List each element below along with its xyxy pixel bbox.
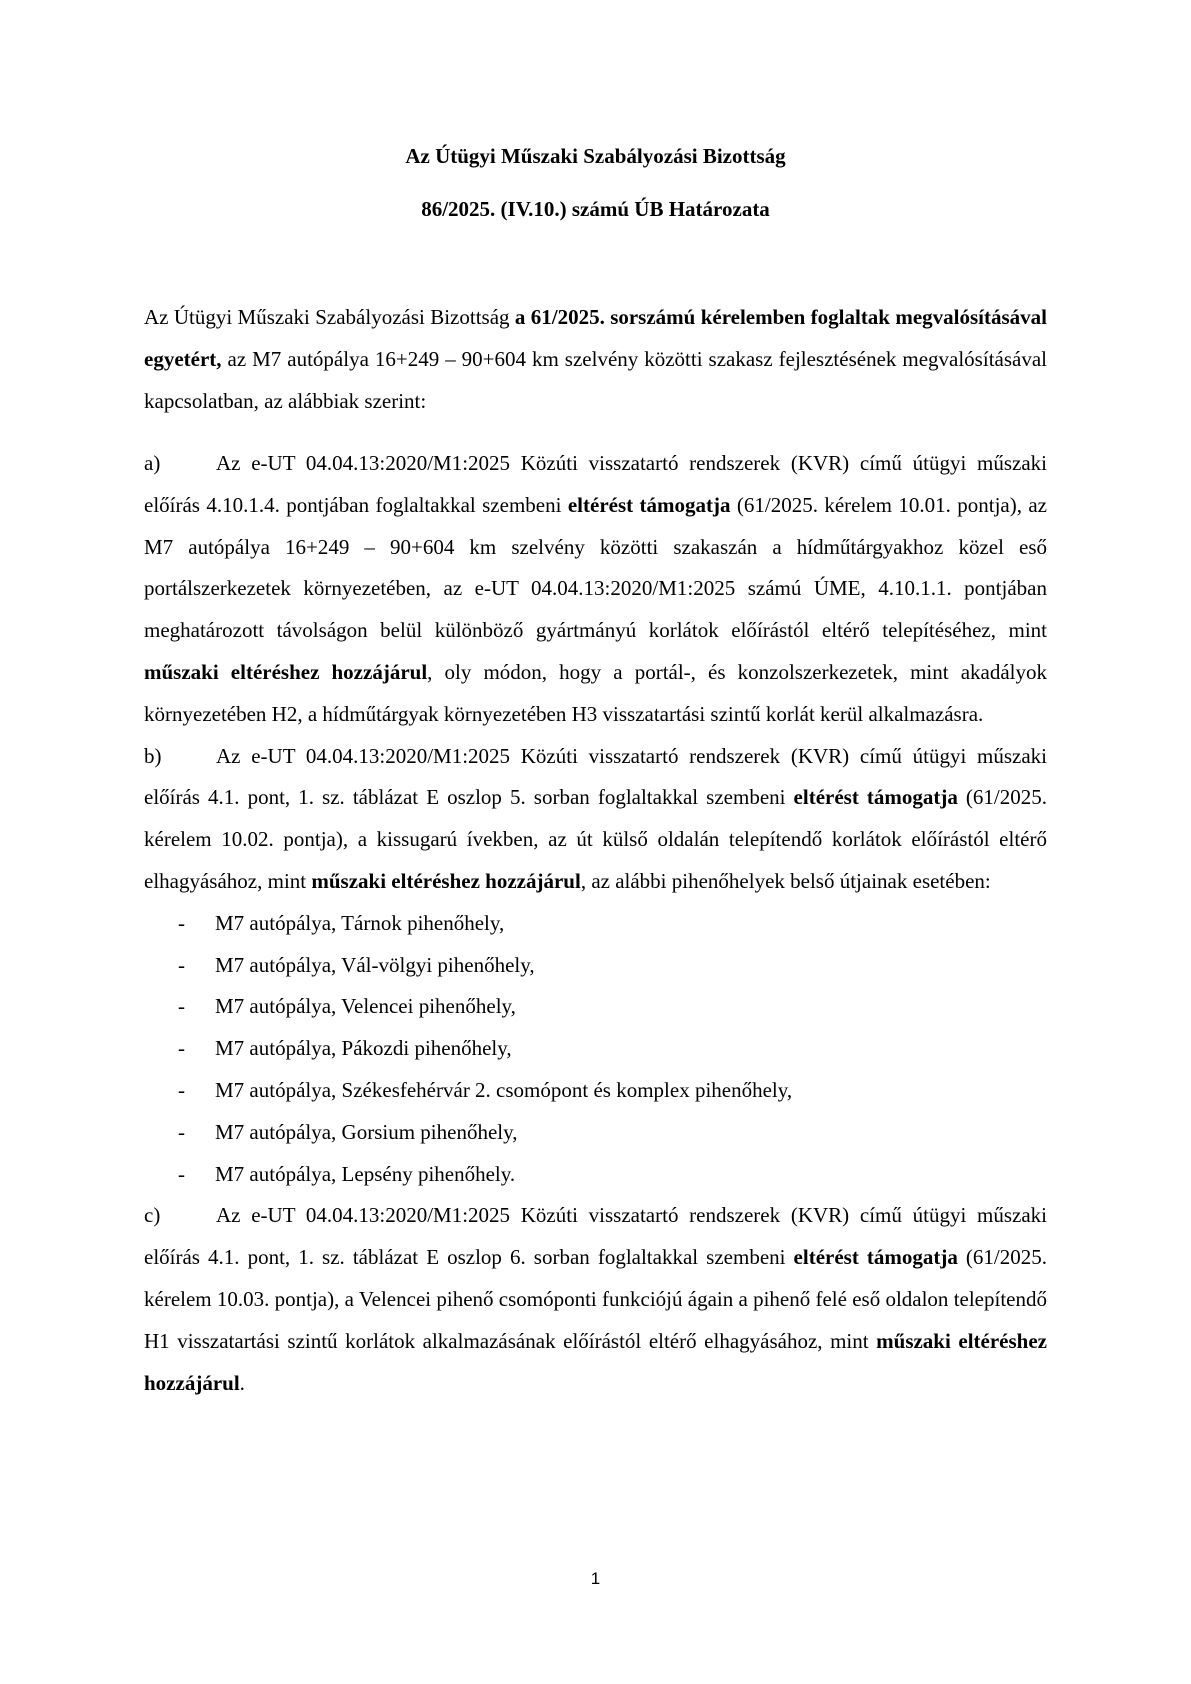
document-title-line-1: Az Útügyi Műszaki Szabályozási Bizottság — [405, 144, 786, 168]
list-item-text: M7 autópálya, Lepsény pihenőhely. — [215, 1161, 516, 1186]
item-b-text-1: Az e-UT 04.04.13:2020/M1:2025 Közúti visszatartó rendszerek (KVR) című útügyi műszaki előírás 4.1. pont, 1. sz. táblázat E oszlop 5. sorban foglaltakkal szembeni — [144, 743, 1047, 810]
list-item-text: M7 autópálya, Székesfehérvár 2. csomópont és komplex pihenőhely, — [215, 1077, 793, 1102]
item-b-label: b) — [144, 743, 162, 768]
document-title-line-2: 86/2025. (IV.10.) számú ÚB Határozata — [421, 197, 770, 221]
list-item — [144, 903, 1047, 945]
list-item — [144, 1070, 1047, 1112]
list-dash: - — [178, 1161, 185, 1186]
item-a-text-3: , oly módon, hogy a portál-, és konzolszerkezetek, mint akadályok környezetében H2, a hídműtárgyak környezetében H3 visszatartási szintű korlát kerül alkalmazásra. — [144, 659, 1047, 726]
item-c-text-1: Az e-UT 04.04.13:2020/M1:2025 Közúti visszatartó rendszerek (KVR) című útügyi műszaki előírás 4.1. pont, 1. sz. táblázat E oszlop 6. sorban foglaltakkal szembeni — [144, 1203, 1047, 1270]
item-a-label: a) — [144, 451, 161, 475]
list-item-text: M7 autópálya, Pákozdi pihenőhely, — [215, 1036, 512, 1061]
intro-paragraph — [144, 297, 1047, 422]
item-c-bold-1: eltérést támogatja — [793, 1245, 958, 1270]
item-a-bold-1: eltérést támogatja — [567, 492, 731, 517]
list-item — [144, 945, 1047, 987]
item-c-label: c) — [144, 1203, 161, 1228]
list-dash: - — [178, 1077, 185, 1102]
item-b-text-3: , az alábbi pihenőhelyek belső útjainak esetében: — [580, 868, 991, 893]
decision-item-a — [144, 443, 1047, 736]
item-b-bold-2: műszaki eltéréshez hozzájárul — [311, 868, 581, 893]
item-c-text-2: (61/2025. kérelem 10.03. pontja), a Velencei pihenő csomóponti funkciójú ágain a pihenő felé eső oldalon telepítendő H1 visszatartási szintű korlátok alkalmazásának előírástól eltérő elhagyásához, mint — [144, 1245, 1047, 1353]
list-dash: - — [178, 910, 185, 935]
intro-text-2: az M7 autópálya 16+249 – 90+604 km szelvény közötti szakasz fejlesztésének megvalósításával kapcsolatban, az alábbiak szerint: — [144, 346, 1047, 413]
list-item — [144, 1112, 1047, 1154]
decision-item-b — [144, 736, 1047, 1196]
item-a-text-2: (61/2025. kérelem 10.01. pontja), az M7 autópálya 16+249 – 90+604 km szelvény közötti szakaszán a hídműtárgyakhoz közel eső portálszerkezetek környezetében, az e-UT 04.04.13:2020/M1:2025 számú ÚME, 4.10.1.1. pontjában meghatározott távolságon belül különböző gyártmányú korlátok előírástól eltérő telepítéséhez, mint — [144, 492, 1048, 643]
decision-items — [144, 443, 1047, 1404]
list-dash: - — [178, 1036, 185, 1061]
page-number: 1 — [590, 1569, 601, 1588]
item-a-bold-2: műszaki eltéréshez hozzájárul — [144, 659, 428, 684]
list-item — [144, 1028, 1047, 1070]
list-item-text: M7 autópálya, Velencei pihenőhely, — [215, 994, 516, 1019]
item-a-text-1: Az e-UT 04.04.13:2020/M1:2025 Közúti visszatartó rendszerek (KVR) című útügyi műszaki előírás 4.10.1.4. pontjában foglaltakkal szembeni — [144, 451, 1047, 517]
item-c-bold-2: műszaki eltéréshez hozzájárul — [144, 1328, 1047, 1395]
item-b-text-2: (61/2025. kérelem 10.02. pontja), a kissugarú ívekben, az út külső oldalán telepítendő korlátok előírástól eltérő elhagyásához, mint — [144, 785, 1047, 893]
intro-bold-text: a 61/2025. sorszámú kérelemben foglaltak megvalósításával egyetért, — [144, 305, 1048, 371]
list-item — [144, 1154, 1047, 1196]
list-item-text: M7 autópálya, Gorsium pihenőhely, — [215, 1119, 518, 1144]
rest-area-list — [144, 903, 1047, 1196]
list-dash: - — [178, 994, 185, 1019]
decision-item-c — [144, 1195, 1047, 1404]
intro-text-1: Az Útügyi Műszaki Szabályozási Bizottság — [144, 305, 515, 329]
item-b-bold-1: eltérést támogatja — [793, 785, 958, 810]
list-item — [144, 986, 1047, 1028]
list-dash: - — [178, 1119, 185, 1144]
list-item-text: M7 autópálya, Vál-völgyi pihenőhely, — [215, 952, 535, 977]
list-item-text: M7 autópálya, Tárnok pihenőhely, — [215, 910, 505, 935]
item-c-text-3: . — [239, 1370, 245, 1395]
list-dash: - — [178, 952, 185, 977]
